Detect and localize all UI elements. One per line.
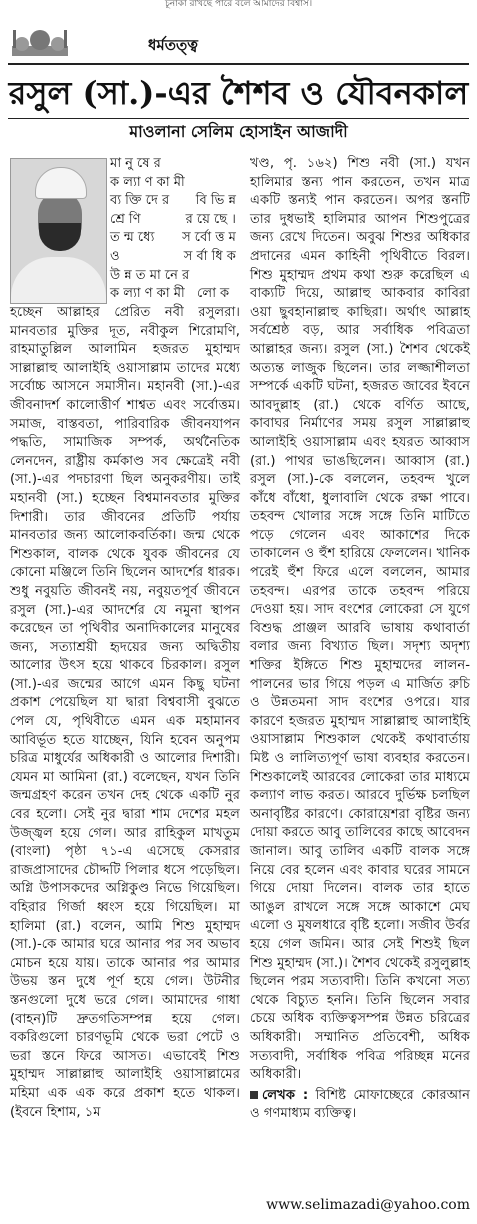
intro-text: মানুষের কল্যাণকামী ব্যক্তিদের বিভিন্ন শ্রেণি রয়েছে। তন্মধ্যে সর্বোত্তম ও সর্বাধিক উন্নতমানের কল্যাণকামী লোক [110, 156, 240, 302]
column-2-text: খণ্ড, পৃ. ১৬২) শিশু নবী (সা.) যখন হালিমার স্তন্য পান করতেন, তখন মাত্র একটি স্তন্যই পান করতেন। অপর স্তনটি তার দুধভাই হালিমার আপন শিশুপুত্রের জন্য রেখে দিতেন। অবুঝ শিশুর অধিকার প্রদানের এমন কাহিনী পৃথিবীতে বিরল। শিশু মুহাম্মদ প্রথম কথা শুরু করেছিল এ বাক্যটি দিয়ে, আল্লাহু আকবার কাবিরা ওয়া ছুবহানাল্লাহু কাছিরা। অর্থাৎ আল্লাহ সর্বশ্রেষ্ঠ বড়, আর সর্বাধিক পবিত্রতা আল্লাহর জন্য। রসুল (সা.) শৈশব থেকেই অত্যন্ত লাজুক ছিলেন। তার লজ্জাশীলতা সম্পর্কে একটি ঘটনা, হজরত জাবের ইবনে আবদুল্লাহ (রা.) থেকে বর্ণিত আছে, কাবাঘর নির্মাণের সময় রসুল সাল্লাল্লাহু আলাইহি ওয়াসাল্লাম এবং হযরত আব্বাস (রা.) পাথর ভাঙছিলেন। আব্বাস (রা.) রসুল (সা.)-কে বললেন, তহবন্দ খুলে কাঁধে বাঁধো, ধুলাবালি থেকে রক্ষা পাবে। তহবন্দ খোলার সঙ্গে সঙ্গে তিনি মাটিতে পড়ে গেলেন এবং আকাশের দিকে তাকালেন ও হুঁশ হারিয়ে ফেললেন। খানিক পরেই হুঁশ ফিরে এলে বললেন, আমার তহবন্দ। এরপর তাকে তহবন্দ পরিয়ে দেওয়া হয়। সাদ বংশের লোকেরা সে যুগে বিশুদ্ধ প্রাঞ্জল আরবি ভাষায় কথাবার্তা বলার জন্য বিখ্যাত ছিল। সদৃশ্য অদৃশ্য শক্তির ইঙ্গিতে শিশু মুহাম্মদের লালন-পালনের ভার গিয়ে পড়ল এ মার্জিত রুচি ও উন্নতমনা সাদ বংশের ওপরে। যার কারণে হজরত মুহাম্মদ সাল্লাল্লাহু আলাইহি ওয়াসাল্লাম শিশুকাল থেকেই কথাবার্তায় মিষ্ট ও লালিত্যপূর্ণ ভাষা ব্যবহার করতেন। শিশুকালেই আরবের লোকেরা তার মাধ্যমে কল্যাণ লাভ করত। আরবে দুর্ভিক্ষ চলছিল অনাবৃষ্টির কারণে। কোরায়েশরা বৃষ্টির জন্য দোয়া করতে আবু তালিবের কাছে আবেদন জানাল। আবু তালিব একটি বালক সঙ্গে নিয়ে বের হলেন এবং কাবার ঘরের সামনে গিয়ে দোয়া দিলেন। বালক তার হাতে আঙুল রাখলে সঙ্গে সঙ্গে আকাশে মেঘ এলো ও মুষলধারে বৃষ্টি হলো। সজীব উর্বর হয়ে গেল জমিন। আর সেই শিশুই ছিল শিশু মুহাম্মদ (সা.)। শৈশব থেকেই রসুলুল্লাহ ছিলেন পরম সত্যবাদী। তিনি কখনো সত্য থেকে বিচ্যুত হননি। তিনি ছিলেন সবার চেয়ে অধিক ব্যক্তিত্বসম্পন্ন উন্নত চরিত্রের অধিকারী। সম্মানিত প্রতিবেশী, অধিক সত্যবাদী, সর্বাধিক পবিত্র পরিচ্ছন্ন মনের অধিকারী। [250, 156, 470, 1083]
title-bottom-rule [8, 118, 469, 119]
author-photo [10, 158, 107, 304]
article-column-1 [10, 304, 240, 1122]
article-column-2 [250, 155, 470, 1124]
bio-label: লেখক : [262, 1087, 309, 1103]
bullet-square-icon [250, 1091, 258, 1099]
mosque-logo-icon [10, 24, 70, 58]
article-title: রসুল (সা.)-এর শৈশব ও যৌবনকাল [8, 74, 469, 112]
column-1-text: হচ্ছেন আল্লাহর প্রেরিত নবী রসুলরা। মানবতার মুক্তির দূত, নবীকুল শিরোমণি, রাহমাতুল্লিল আলামিন হজরত মুহাম্মদ সাল্লাল্লাহু আলাইহি ওয়াসাল্লাম তাদের মধ্যে সর্বোচ্চ আসনে সমাসীন। মহানবী (সা.)-এর জীবনাদর্শ কালোত্তীর্ণ শাশ্বত এবং সর্বোত্তম। সমাজ, বাস্তবতা, পারিবারিক জীবনযাপন পদ্ধতি, সামাজিক সম্পর্ক, অর্থনৈতিক লেনদেন, রাষ্ট্রীয় কর্মকাণ্ড সব ক্ষেত্রেই নবী (সা.)-এর পদচারণা ছিল অনুকরণীয়। তাই মহানবী (সা.) হচ্ছেন বিশ্বমানবতার মুক্তির দিশারী। তার জীবনের প্রতিটি পর্যায় মানবতার জন্য আলোকবর্তিকা। জন্ম থেকে শিশুকাল, বালক থেকে যুবক জীবনের যে কোনো মঞ্জিলে তিনি ছিলেন আদর্শের ধারক। শুধু নবুয়তি জীবনই নয়, নবুয়তপূর্ব জীবনে রসুল (সা.)-এর আদর্শের যে নমুনা স্থাপন করেছেন তা পৃথিবীর অনাদিকালের মানুষের জন্য, সত্যাশ্রয়ী হৃদয়ের জন্য অদ্বিতীয় আলোর উৎস হয়ে থাকবে চিরকাল। রসুল (সা.)-এর জন্মের আগে এমন কিছু ঘটনা প্রকাশ পেয়েছিল যা দ্বারা বিশ্ববাসী বুঝতে পেল যে, পৃথিবীতে এমন এক মহামানব আবির্ভূত হতে যাচ্ছেন, যিনি হবেন অনুপম চরিত্র মাধুর্যের অধিকারী ও আলোর দিশারী। যেমন মা আমিনা (রা.) বলেছেন, যখন তিনি জন্মগ্রহণ করেন তখন দেহ থেকে একটি নুর বের হলো। সেই নুর দ্বারা শাম দেশের মহল উজ্জ্বল হয়ে গেল। আর রাহিকুল মাখতুম (বাংলা) পৃষ্ঠা ৭১-এ এসেছে কেসরার রাজপ্রাসাদের চৌদ্দটি পিলার ধসে পড়েছিল। অগ্নি উপাসকদের অগ্নিকুণ্ড নিভে গিয়েছিল। বহিরার গির্জা ধ্বংস হয়ে গিয়েছিল। মা হালিমা (রা.) বলেন, আমি শিশু মুহাম্মদ (সা.)-কে আমার ঘরে আনার পর সব অভাব মোচন হয়ে যায়। তাকে আনার পর আমার উভয় স্তন দুধে পূর্ণ হয়ে গেল। উটনীর স্তনগুলো দুধে ভরে গেল। আমাদের গাধা (বাহন)টি দ্রুতগতিসম্পন্ন হয়ে গেল। বকরিগুলো চারণভূমি থেকে ভরা পেটে ও ভরা স্তনে ফিরে আসত। এভাবেই শিশু মুহাম্মদ সাল্লাল্লাহু আলাইহি ওয়াসাল্লামের মহিমা এক এক করে প্রকাশ হতে থাকল। (ইবনে হিশাম, ১ম [10, 305, 240, 1120]
author-email: www.selimazadi@yahoo.com [266, 1197, 470, 1213]
previous-article-strip: চূনাকা রাখছে পারে বলে আমাদের বিশ্বাস। [164, 0, 313, 9]
section-label: ধর্মতত্ত্ব [148, 36, 198, 54]
title-top-rule [8, 63, 469, 65]
author-bio [250, 1087, 470, 1124]
author-name: মাওলানা সেলিম হোসাইন আজাদী [129, 122, 348, 141]
bio-text: বিশিষ্ট মোফাচ্ছেরে কোরআন ও গণমাধ্যম ব্যক্তিত্ব। [250, 1087, 471, 1122]
